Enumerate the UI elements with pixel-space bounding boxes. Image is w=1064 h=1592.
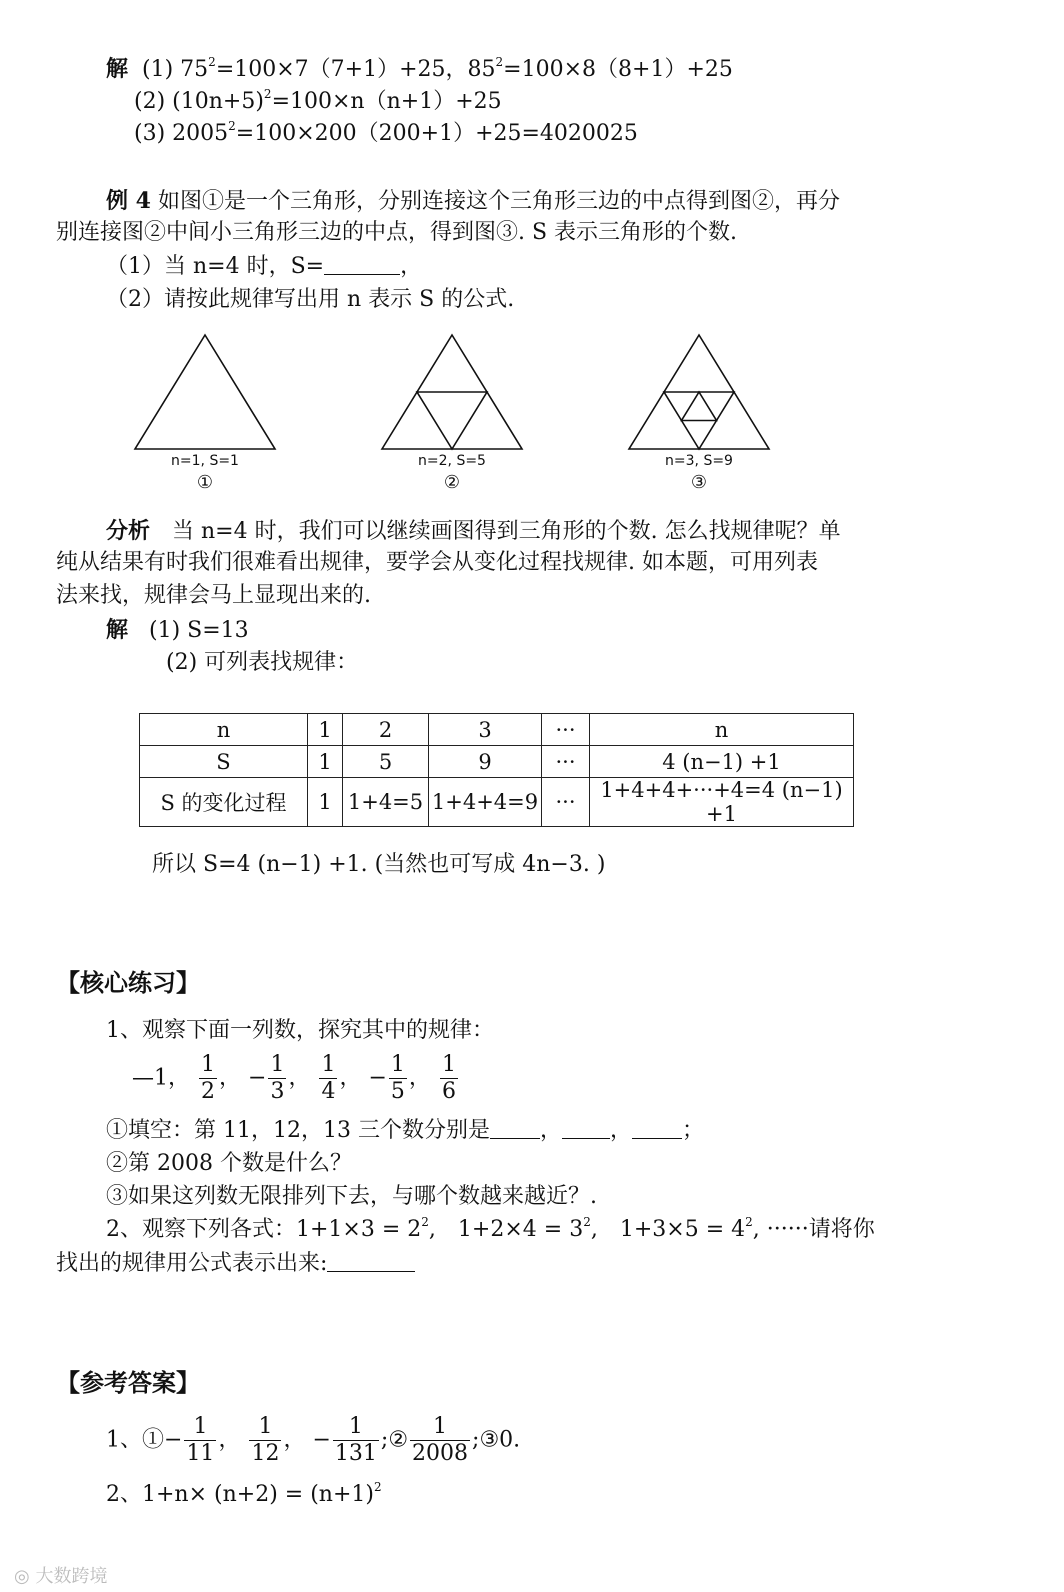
table-cell: 1 — [308, 746, 343, 778]
fraction: $\frac{1}{12}$ — [251, 1414, 280, 1466]
table-cell: 9 — [429, 746, 542, 778]
example-4-line-1: 例 4 如图①是一个三角形，分别连接这个三角形三边的中点得到图②，再分 — [106, 188, 840, 214]
table-cell: 1+4=5 — [343, 778, 429, 827]
table-row-n — [140, 714, 854, 746]
fraction: $\frac{1}{11}$ — [186, 1414, 215, 1466]
table-cell: 3 — [429, 714, 542, 746]
table-cell: n — [140, 714, 308, 746]
table-cell: 1+4+4=9 — [429, 778, 542, 827]
table-cell: 1+4+4+···+4=4 (n−1) +1 — [590, 778, 854, 827]
fraction: $\frac{1}{3}$ — [270, 1052, 285, 1104]
figure-2-caption: n=2, S=5 — [418, 453, 486, 469]
solution-1-line-3: (3) $2005^2=100\times 200(200+1)+25=4020025$ — [134, 119, 638, 146]
number-sequence: —1， $\frac{1}{2}$ ， − $\frac{1}{3}$ ， $\frac{1}{4}$ ， − $\frac{1}{5}$ ， $\frac{1}{6}$ — [132, 1052, 456, 1104]
practice-q1-intro: 1、观察下面一列数，探究其中的规律： — [106, 1018, 494, 1043]
triangle-1-outer — [135, 335, 275, 449]
example-4-question-1: （1）当 n=4 时，S= ， — [106, 254, 423, 279]
solution-1-line-2: (2) $(10n+5)^2=100\times n(n+1)+25$ — [134, 87, 502, 114]
answer-blank — [562, 1118, 610, 1139]
triangle-3-inner — [682, 392, 717, 421]
practice-q2-line-1: 2、观察下列各式：$1+1\times 3 = 2^2$, $1+2\times 4 = 3^2$, $1+3\times 5 = 4^2$, ······请将你 — [106, 1215, 875, 1242]
figure-1-caption: n=1, S=1 — [171, 453, 239, 469]
answer-blank — [632, 1118, 682, 1139]
fraction: $\frac{1}{5}$ — [390, 1052, 405, 1104]
fraction: $\frac{1}{6}$ — [441, 1052, 456, 1104]
triangle-2-inner — [417, 392, 487, 449]
practice-q2-line-2: 找出的规律用公式表示出来: — [56, 1249, 415, 1279]
practice-q-2008: ②第 2008 个数是什么？ — [106, 1151, 352, 1176]
table-cell: 1 — [308, 714, 343, 746]
table-cell: 5 — [343, 746, 429, 778]
triangle-figures — [0, 330, 1064, 455]
figure-2-number: ② — [443, 472, 461, 493]
practice-q-limit: ③如果这列数无限排列下去，与哪个数越来越近？. — [106, 1184, 597, 1209]
watermark: ◎ 大数跨境 — [14, 1566, 108, 1587]
table-cell: n — [590, 714, 854, 746]
answers-title: 【参考答案】 — [56, 1369, 200, 1397]
answer-blank — [324, 254, 400, 275]
analysis-line-3: 法来找，规律会马上显现出来的. — [56, 583, 371, 608]
table-row-process — [140, 778, 854, 827]
table-cell: 2 — [343, 714, 429, 746]
core-practice-title: 【核心练习】 — [56, 969, 200, 997]
analysis-line-1: 分析 当 n=4 时，我们可以继续画图得到三角形的个数. 怎么找规律呢？单 — [106, 518, 841, 544]
fraction: $\frac{1}{2008}$ — [412, 1414, 469, 1466]
solution-1-line-1: 解 (1) $75^2=100\times 7(7+1)+25$，$85^2=100\times 8(8+1)+25$ — [106, 55, 733, 82]
table-cell: ··· — [542, 778, 590, 827]
solution-2-part-2: (2) 可列表找规律： — [166, 650, 359, 675]
table-cell: 4 (n−1) +1 — [590, 746, 854, 778]
analysis-line-2: 纯从结果有时我们很难看出规律，要学会从变化过程找规律. 如本题，可用列表 — [56, 550, 818, 575]
fraction: $\frac{1}{2}$ — [201, 1052, 215, 1104]
pattern-table — [139, 713, 854, 827]
table-cell: S 的变化过程 — [140, 778, 308, 827]
figure-3-caption: n=3, S=9 — [665, 453, 733, 469]
fraction: $\frac{1}{4}$ — [321, 1052, 336, 1104]
answer-1: 1、①− $\frac{1}{11}$ ， $\frac{1}{12}$ ， − $\frac{1}{131}$ ;② $\frac{1}{2008}$ ;③0. — [106, 1414, 521, 1466]
solution-2-part-1: 解 (1) S=13 — [106, 617, 249, 643]
answer-blank — [327, 1251, 415, 1272]
table-cell: ··· — [542, 714, 590, 746]
fraction: $\frac{1}{131}$ — [334, 1414, 377, 1466]
conclusion: 所以 S=4 (n−1) +1. (当然也可写成 4n−3. ) — [152, 852, 606, 877]
example-4-line-2: 别连接图②中间小三角形三边的中点，得到图③. S 表示三角形的个数. — [56, 220, 738, 245]
watermark-logo-icon: ◎ — [14, 1566, 30, 1587]
table-row-s — [140, 746, 854, 778]
answer-2: 2、$1+n\times (n+2) = (n+1)^2$ — [106, 1480, 382, 1507]
table-cell: ··· — [542, 746, 590, 778]
figure-1-number: ① — [196, 472, 214, 493]
practice-fill-blank: ①填空：第 11，12，13 三个数分别是 ， ， ； — [106, 1118, 705, 1143]
answer-blank — [490, 1118, 540, 1139]
table-cell: S — [140, 746, 308, 778]
table-cell: 1 — [308, 778, 343, 827]
figure-3-number: ③ — [690, 472, 708, 493]
example-4-question-2: （2）请按此规律写出用 n 表示 S 的公式. — [106, 287, 515, 312]
